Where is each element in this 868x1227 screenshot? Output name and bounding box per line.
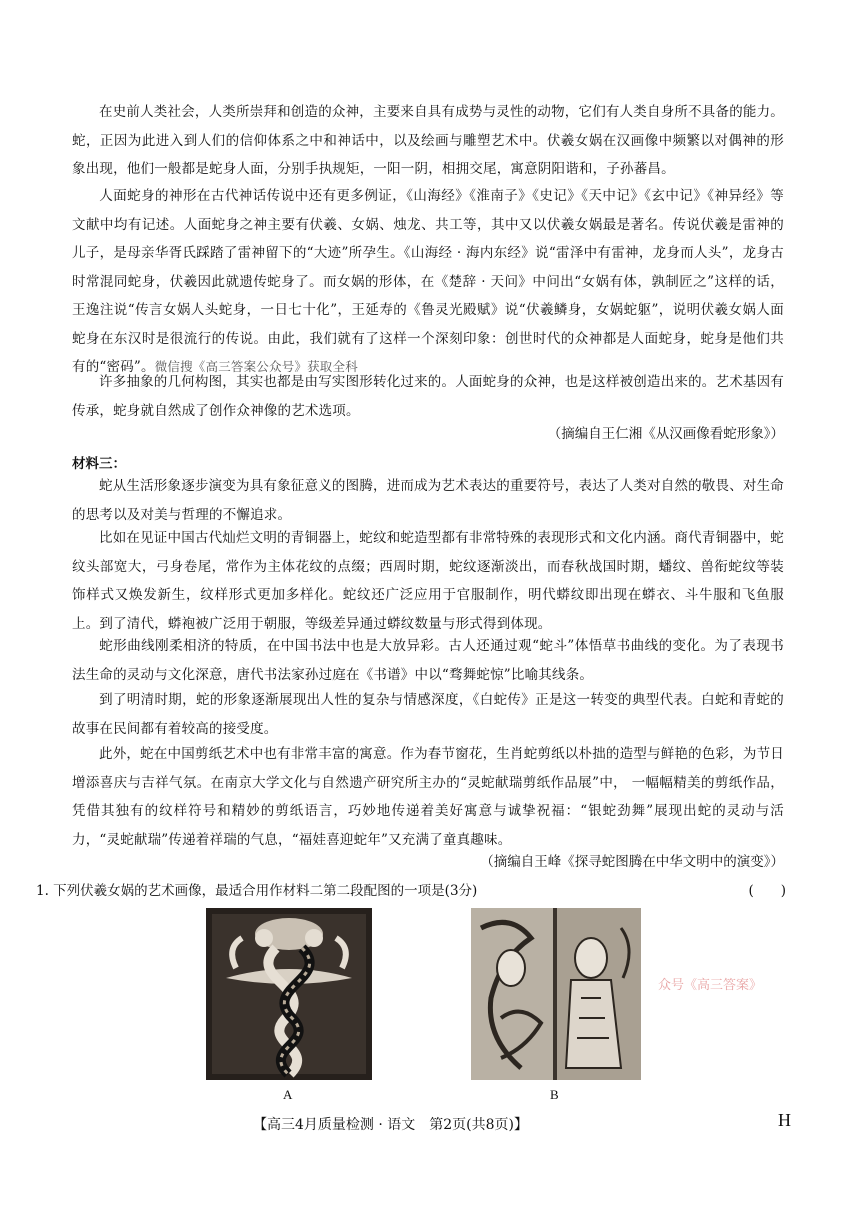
source-citation-1: （摘编自王仁湘《从汉画像看蛇形象》） — [547, 426, 784, 442]
corner-mark: H — [778, 1110, 791, 1130]
paragraph-2: 人面蛇身的神形在古代神话传说中还有更多例证，《山海经》《淮南子》《史记》《天中记》《玄中记》《神异经》等文献中均有记述。人面蛇身之神主要有伏羲、女娲、烛龙、共工等，其中又以伏羲女娲最是著名。传说伏羲是雷神的儿子，是母亲华胥氏踩踏了雷神留下的“大迹”所孕生。《山海经 · 海内东经》说“雷泽中有雷神，龙身而人头”，龙身古时常混同蛇身，伏羲因此就遗传蛇身了。而女娲的形体，在《楚辞 · 天问》中问出“女娲有体，孰制匠之”这样的话，王逸注说“传言女娲人头蛇身，一日七十化”，王延寿的《鲁灵光殿赋》说“伏羲鳞身，女娲蛇躯”，说明伏羲女娲人面蛇身在东汉时是很流行的传说。由此，我们就有了这样一个深刻印象：创世时代的众神都是人面蛇身，蛇身是他们共有的“密码”。微信搜《高三答案公众号》获取全科 — [72, 188, 784, 375]
figure-a-label: A — [283, 1087, 293, 1102]
paragraph-1: 在史前人类社会，人类所崇拜和创造的众神，主要来自具有成势与灵性的动物，它们有人类自身所不具备的能力。蛇，正因为此进入到人们的信仰体系之中和神话中，以及绘画与雕塑艺术中。伏羲女娲在汉画像中频繁以对偶神的形象出现，他们一般都是蛇身人面，分别手执规矩，一阳一阴，相拥交尾，寓意阴阳谐和，子孙蕃昌。 — [72, 104, 784, 177]
floating-watermark: 众号《高三答案》 — [658, 978, 763, 993]
answer-blank[interactable]: ( ) — [748, 883, 786, 899]
figure-b-label: B — [550, 1087, 559, 1102]
material-3-paragraph-4: 到了明清时期，蛇的形象逐渐展现出人性的复杂与情感深度，《白蛇传》正是这一转变的典型代表。白蛇和青蛇的故事在民间都有着较高的接受度。 — [72, 692, 784, 737]
material-3-paragraph-2: 比如在见证中国古代灿烂文明的青铜器上，蛇纹和蛇造型都有非常特殊的表现形式和文化内涵。商代青铜器中，蛇纹头部宽大，弓身卷尾，常作为主体花纹的点缀；西周时期，蛇纹逐渐淡出，而春秋战国时期，蟠纹、兽衔蛇纹等装饰样式又焕发新生，纹样形式更加多样化。蛇纹还广泛应用于官服制作，明代蟒纹即出现在蟒衣、斗牛服和飞鱼服上。到了清代，蟒袍被广泛用于朝服，等级差异通过蟒纹数量与形式得到体现。 — [72, 530, 784, 632]
figure-b-graphic — [471, 908, 641, 1080]
material-3-paragraph-5: 此外，蛇在中国剪纸艺术中也有非常丰富的寓意。作为春节窗花，生肖蛇剪纸以朴拙的造型与鲜艳的色彩，为节日增添喜庆与吉祥气氛。在南京大学文化与自然遗产研究所主办的“灵蛇献瑞剪纸作品展”中， 一幅幅精美的剪纸作品，凭借其独有的纹样符号和精妙的剪纸语言，巧妙地传递着美好寓意与诚挚祝福：“银蛇劲舞”展现出蛇的灵动与活力，“灵蛇献瑞”传递着祥瑞的气息，“福娃喜迎蛇年”又充满了童真趣味。 — [72, 746, 784, 848]
material-3-paragraph-1: 蛇从生活形象逐步演变为具有象征意义的图腾，进而成为艺术表达的重要符号，表达了人类对自然的敬畏、对生命的思考以及对美与哲理的不懈追求。 — [72, 478, 784, 523]
fuxi-nuwa-mural-image — [471, 908, 641, 1080]
figure-a-graphic — [206, 908, 372, 1080]
question-text: 1. 下列伏羲女娲的艺术画像，最适合用作材料二第二段配图的一项是(3分) — [36, 883, 478, 899]
material-3-heading: 材料三： — [72, 456, 126, 472]
material-3-paragraph-3: 蛇形曲线刚柔相济的特质，在中国书法中也是大放异彩。古人还通过观“蛇斗”体悟草书曲线的变化。为了表现书法生命的灵动与文化深意，唐代书法家孙过庭在《书谱》中以“骛舞蛇惊”比喻其线条。 — [72, 638, 784, 683]
paragraph-3: 许多抽象的几何构图，其实也都是由写实图形转化过来的。人面蛇身的众神，也是这样被创造出来的。艺术基因有传承，蛇身就自然成了创作众神像的艺术选项。 — [72, 374, 784, 419]
fuxi-nuwa-intertwined-image — [206, 908, 372, 1080]
question-1 — [36, 879, 786, 899]
source-citation-2: （摘编自王峰《探寻蛇图腾在中华文明中的演变》） — [480, 854, 784, 870]
inline-watermark: 微信搜《高三答案公众号》获取全科 — [154, 359, 358, 374]
page-footer: 【高三4月质量检测 · 语文 第2页(共8页)】 — [253, 1117, 528, 1133]
